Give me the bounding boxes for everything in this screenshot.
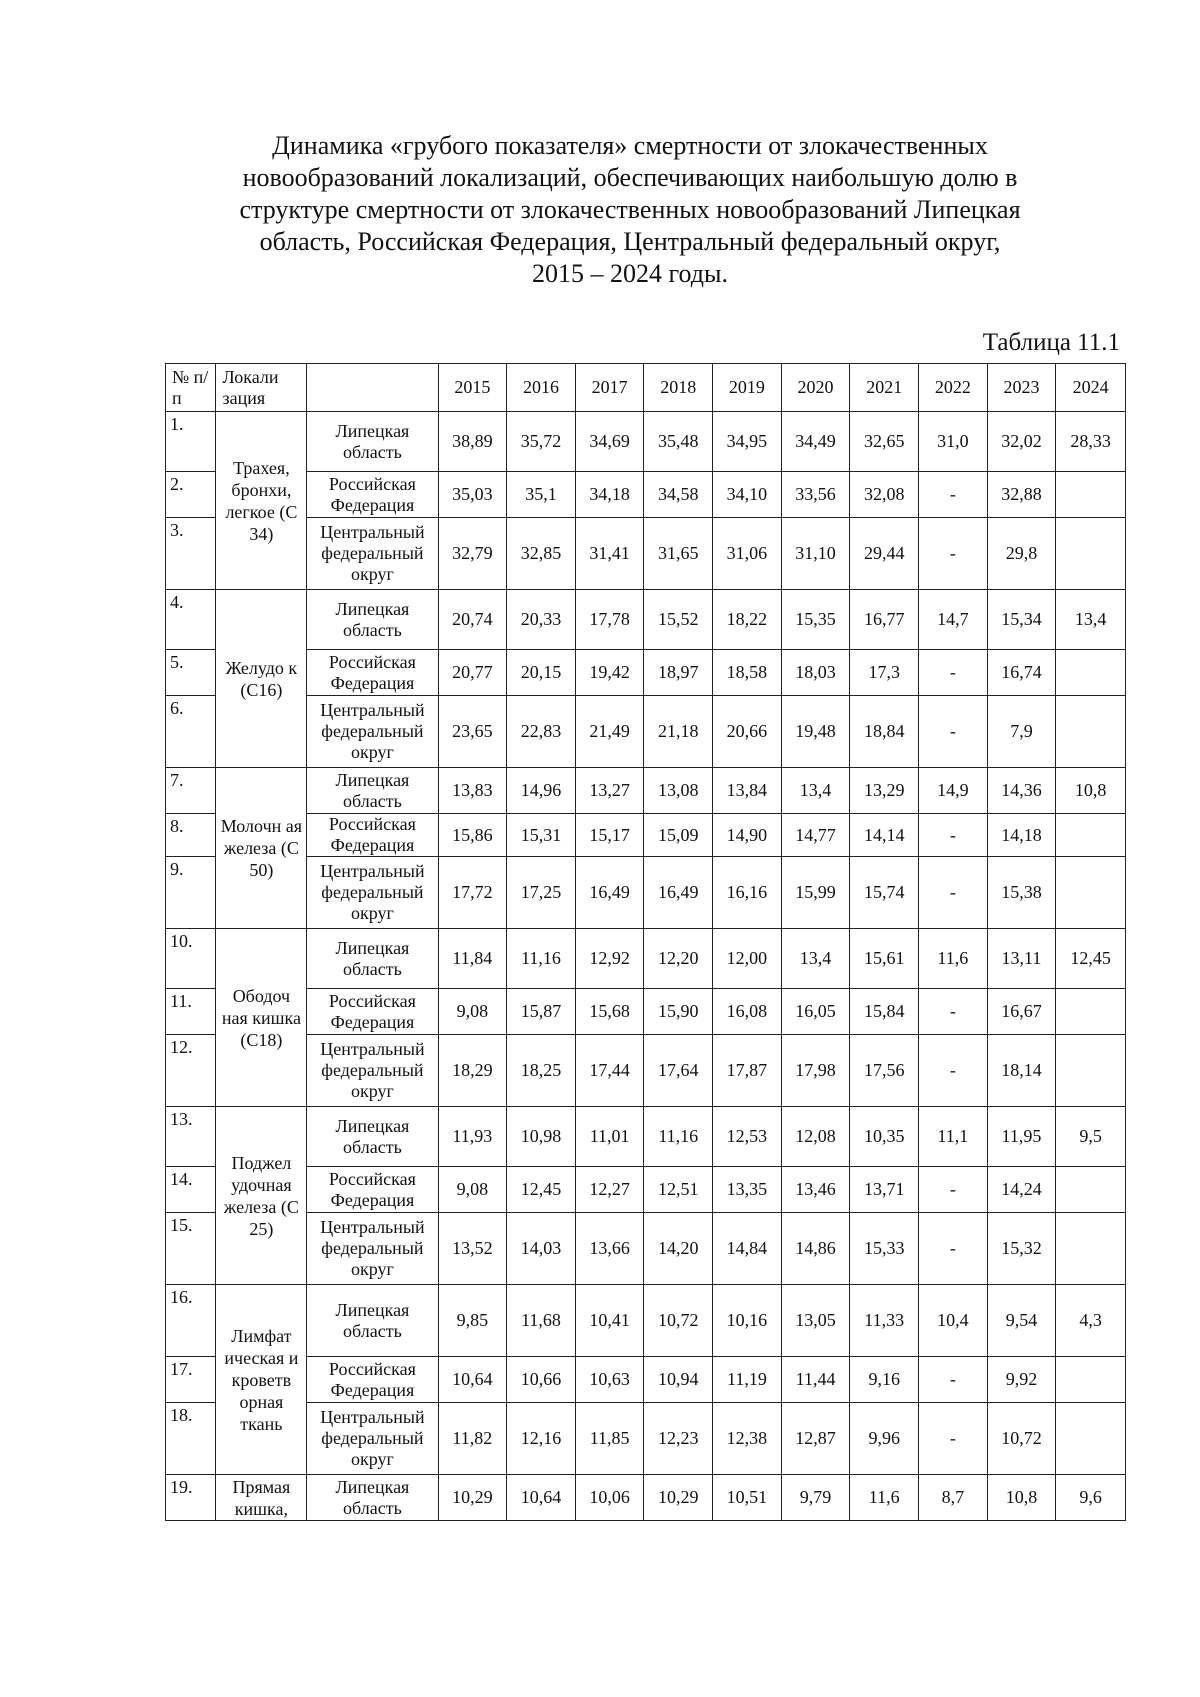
header-year: 2020 <box>781 364 850 412</box>
value-cell: 15,86 <box>438 814 507 857</box>
value-cell: 11,16 <box>507 929 576 989</box>
table-row <box>166 929 1126 989</box>
value-cell: 11,6 <box>919 929 988 989</box>
value-cell: 10,51 <box>713 1475 782 1521</box>
table-row <box>166 696 1126 768</box>
value-cell: 15,52 <box>644 590 713 650</box>
value-cell: 23,65 <box>438 696 507 768</box>
value-cell: 15,90 <box>644 989 713 1035</box>
value-cell: 16,67 <box>987 989 1056 1035</box>
value-cell: 13,66 <box>575 1213 644 1285</box>
value-cell: 29,8 <box>987 518 1056 590</box>
value-cell: 11,95 <box>987 1107 1056 1167</box>
value-cell: 29,44 <box>850 518 919 590</box>
value-cell <box>1056 650 1126 696</box>
value-cell: 9,85 <box>438 1285 507 1357</box>
table-row <box>166 814 1126 857</box>
value-cell <box>1056 518 1126 590</box>
row-number: 5. <box>166 650 216 696</box>
value-cell: 17,3 <box>850 650 919 696</box>
value-cell: 10,06 <box>575 1475 644 1521</box>
row-number: 19. <box>166 1475 216 1521</box>
value-cell: 9,79 <box>781 1475 850 1521</box>
value-cell: 32,08 <box>850 472 919 518</box>
value-cell: 13,4 <box>1056 590 1126 650</box>
value-cell <box>1056 1167 1126 1213</box>
value-cell: 14,14 <box>850 814 919 857</box>
table-row <box>166 590 1126 650</box>
value-cell: 13,29 <box>850 768 919 814</box>
region-cell: Центральный федеральный округ <box>307 1403 438 1475</box>
value-cell: 16,49 <box>575 857 644 929</box>
table-body <box>166 412 1126 1521</box>
region-cell: Липецкая область <box>307 590 438 650</box>
value-cell: 12,92 <box>575 929 644 989</box>
localization-cell: Прямая кишка, <box>216 1475 307 1521</box>
value-cell: 18,03 <box>781 650 850 696</box>
value-cell: 14,20 <box>644 1213 713 1285</box>
value-cell: 18,14 <box>987 1035 1056 1107</box>
value-cell: 9,08 <box>438 1167 507 1213</box>
value-cell: 10,98 <box>507 1107 576 1167</box>
localization-cell: Желудо к (С16) <box>216 590 307 768</box>
value-cell: 18,84 <box>850 696 919 768</box>
value-cell: 13,52 <box>438 1213 507 1285</box>
value-cell: 31,10 <box>781 518 850 590</box>
value-cell: 35,1 <box>507 472 576 518</box>
region-cell: Центральный федеральный округ <box>307 518 438 590</box>
table-row <box>166 1107 1126 1167</box>
table-row <box>166 989 1126 1035</box>
value-cell: 17,64 <box>644 1035 713 1107</box>
value-cell: 35,03 <box>438 472 507 518</box>
row-number: 8. <box>166 814 216 857</box>
localization-cell: Лимфат ическая и кроветв орная ткань <box>216 1285 307 1475</box>
title-line-1: Динамика «грубого показателя» смертности от злокачественных <box>272 131 988 160</box>
value-cell: 12,08 <box>781 1107 850 1167</box>
table-row <box>166 1213 1126 1285</box>
mortality-table <box>165 363 1126 1521</box>
value-cell: - <box>919 814 988 857</box>
region-cell: Центральный федеральный округ <box>307 1213 438 1285</box>
value-cell <box>1056 696 1126 768</box>
page-title <box>190 130 1070 290</box>
value-cell: 12,20 <box>644 929 713 989</box>
value-cell: 15,61 <box>850 929 919 989</box>
value-cell: - <box>919 1403 988 1475</box>
header-num: № п/п <box>166 364 216 412</box>
value-cell: - <box>919 1213 988 1285</box>
value-cell: 10,29 <box>644 1475 713 1521</box>
localization-cell: Поджел удочная железа (С 25) <box>216 1107 307 1285</box>
region-cell: Липецкая область <box>307 1285 438 1357</box>
value-cell: 9,6 <box>1056 1475 1126 1521</box>
header-year: 2019 <box>713 364 782 412</box>
value-cell: 10,72 <box>644 1285 713 1357</box>
value-cell <box>1056 989 1126 1035</box>
value-cell: 18,97 <box>644 650 713 696</box>
header-year: 2018 <box>644 364 713 412</box>
value-cell: 13,71 <box>850 1167 919 1213</box>
value-cell: - <box>919 472 988 518</box>
value-cell: 18,58 <box>713 650 782 696</box>
region-cell: Российская Федерация <box>307 472 438 518</box>
value-cell: 10,64 <box>438 1357 507 1403</box>
value-cell: 10,64 <box>507 1475 576 1521</box>
value-cell: 17,87 <box>713 1035 782 1107</box>
value-cell: 12,16 <box>507 1403 576 1475</box>
table-row <box>166 768 1126 814</box>
value-cell: 12,53 <box>713 1107 782 1167</box>
value-cell: 14,77 <box>781 814 850 857</box>
region-cell: Липецкая область <box>307 1475 438 1521</box>
value-cell: 11,85 <box>575 1403 644 1475</box>
value-cell: 12,38 <box>713 1403 782 1475</box>
value-cell: 17,25 <box>507 857 576 929</box>
value-cell: 14,84 <box>713 1213 782 1285</box>
table-row <box>166 1403 1126 1475</box>
value-cell: 20,66 <box>713 696 782 768</box>
row-number: 11. <box>166 989 216 1035</box>
value-cell: 12,27 <box>575 1167 644 1213</box>
value-cell: 8,7 <box>919 1475 988 1521</box>
value-cell: 10,29 <box>438 1475 507 1521</box>
localization-cell: Молочн ая железа (С 50) <box>216 768 307 929</box>
row-number: 2. <box>166 472 216 518</box>
table-row <box>166 1357 1126 1403</box>
value-cell: - <box>919 1035 988 1107</box>
value-cell: 32,79 <box>438 518 507 590</box>
value-cell: 31,0 <box>919 412 988 472</box>
header-localization: Локали зация <box>216 364 307 412</box>
value-cell: 14,03 <box>507 1213 576 1285</box>
value-cell: 22,83 <box>507 696 576 768</box>
value-cell <box>1056 1035 1126 1107</box>
header-region <box>307 364 438 412</box>
value-cell: 15,87 <box>507 989 576 1035</box>
value-cell: 34,10 <box>713 472 782 518</box>
value-cell: - <box>919 1167 988 1213</box>
row-number: 4. <box>166 590 216 650</box>
value-cell: 10,94 <box>644 1357 713 1403</box>
value-cell: 11,82 <box>438 1403 507 1475</box>
row-number: 7. <box>166 768 216 814</box>
value-cell: 16,16 <box>713 857 782 929</box>
table-row <box>166 1285 1126 1357</box>
title-line-5: 2015 – 2024 годы. <box>532 259 728 288</box>
header-year: 2022 <box>919 364 988 412</box>
value-cell: 21,49 <box>575 696 644 768</box>
value-cell: 15,32 <box>987 1213 1056 1285</box>
value-cell: 13,46 <box>781 1167 850 1213</box>
value-cell: 34,95 <box>713 412 782 472</box>
header-year: 2015 <box>438 364 507 412</box>
header-year: 2017 <box>575 364 644 412</box>
value-cell: 10,66 <box>507 1357 576 1403</box>
value-cell: 14,90 <box>713 814 782 857</box>
region-cell: Липецкая область <box>307 412 438 472</box>
value-cell: 15,17 <box>575 814 644 857</box>
value-cell: 31,06 <box>713 518 782 590</box>
row-number: 14. <box>166 1167 216 1213</box>
value-cell: 15,35 <box>781 590 850 650</box>
value-cell: 11,84 <box>438 929 507 989</box>
value-cell: 31,41 <box>575 518 644 590</box>
region-cell: Российская Федерация <box>307 989 438 1035</box>
value-cell: - <box>919 650 988 696</box>
header-year: 2023 <box>987 364 1056 412</box>
localization-cell: Трахея, бронхи, легкое (С 34) <box>216 412 307 590</box>
value-cell: 15,99 <box>781 857 850 929</box>
title-line-3: структуре смертности от злокачественных новообразований Липецкая <box>239 195 1021 224</box>
value-cell: 11,1 <box>919 1107 988 1167</box>
value-cell: 10,41 <box>575 1285 644 1357</box>
value-cell: 14,24 <box>987 1167 1056 1213</box>
value-cell: 10,72 <box>987 1403 1056 1475</box>
value-cell: 20,74 <box>438 590 507 650</box>
value-cell: 13,11 <box>987 929 1056 989</box>
value-cell: 13,4 <box>781 929 850 989</box>
header-year: 2024 <box>1056 364 1126 412</box>
table-row <box>166 1475 1126 1521</box>
value-cell: 13,84 <box>713 768 782 814</box>
value-cell: 17,72 <box>438 857 507 929</box>
row-number: 10. <box>166 929 216 989</box>
title-line-4: область, Российская Федерация, Центральный федеральный округ, <box>259 227 1001 256</box>
value-cell <box>1056 1213 1126 1285</box>
value-cell: 11,6 <box>850 1475 919 1521</box>
value-cell: 11,16 <box>644 1107 713 1167</box>
value-cell: 31,65 <box>644 518 713 590</box>
value-cell: 17,56 <box>850 1035 919 1107</box>
value-cell: 11,33 <box>850 1285 919 1357</box>
value-cell: 35,48 <box>644 412 713 472</box>
table-row <box>166 472 1126 518</box>
value-cell: 10,8 <box>987 1475 1056 1521</box>
value-cell: 15,09 <box>644 814 713 857</box>
region-cell: Российская Федерация <box>307 1357 438 1403</box>
region-cell: Центральный федеральный округ <box>307 696 438 768</box>
value-cell: 35,72 <box>507 412 576 472</box>
value-cell: 13,35 <box>713 1167 782 1213</box>
value-cell: 32,65 <box>850 412 919 472</box>
value-cell: 38,89 <box>438 412 507 472</box>
title-line-2: новообразований локализаций, обеспечивающих наибольшую долю в <box>242 163 1018 192</box>
region-cell: Российская Федерация <box>307 814 438 857</box>
value-cell <box>1056 814 1126 857</box>
value-cell: 33,56 <box>781 472 850 518</box>
value-cell: 12,45 <box>1056 929 1126 989</box>
row-number: 15. <box>166 1213 216 1285</box>
value-cell: 16,77 <box>850 590 919 650</box>
value-cell: 20,33 <box>507 590 576 650</box>
value-cell: 13,08 <box>644 768 713 814</box>
value-cell: 16,74 <box>987 650 1056 696</box>
value-cell: 21,18 <box>644 696 713 768</box>
value-cell: 10,8 <box>1056 768 1126 814</box>
value-cell: 10,16 <box>713 1285 782 1357</box>
value-cell: 12,45 <box>507 1167 576 1213</box>
value-cell: 34,69 <box>575 412 644 472</box>
value-cell <box>1056 1403 1126 1475</box>
value-cell: 16,49 <box>644 857 713 929</box>
header-year: 2016 <box>507 364 576 412</box>
value-cell: 14,9 <box>919 768 988 814</box>
value-cell: 18,22 <box>713 590 782 650</box>
value-cell: 20,77 <box>438 650 507 696</box>
value-cell: 19,42 <box>575 650 644 696</box>
value-cell: 11,68 <box>507 1285 576 1357</box>
value-cell: 12,00 <box>713 929 782 989</box>
header-year: 2021 <box>850 364 919 412</box>
row-number: 18. <box>166 1403 216 1475</box>
header-row <box>166 364 1126 412</box>
value-cell: 28,33 <box>1056 412 1126 472</box>
value-cell: 11,19 <box>713 1357 782 1403</box>
table-row <box>166 412 1126 472</box>
value-cell: 4,3 <box>1056 1285 1126 1357</box>
value-cell: 15,38 <box>987 857 1056 929</box>
value-cell: 17,98 <box>781 1035 850 1107</box>
value-cell: 19,48 <box>781 696 850 768</box>
value-cell: 15,68 <box>575 989 644 1035</box>
value-cell: 10,63 <box>575 1357 644 1403</box>
region-cell: Липецкая область <box>307 1107 438 1167</box>
row-number: 16. <box>166 1285 216 1357</box>
value-cell: - <box>919 518 988 590</box>
value-cell: 11,01 <box>575 1107 644 1167</box>
value-cell: 12,51 <box>644 1167 713 1213</box>
value-cell: 10,4 <box>919 1285 988 1357</box>
row-number: 1. <box>166 412 216 472</box>
value-cell: 34,18 <box>575 472 644 518</box>
value-cell: 14,36 <box>987 768 1056 814</box>
value-cell: - <box>919 696 988 768</box>
localization-cell: Ободоч ная кишка (С18) <box>216 929 307 1107</box>
value-cell: 9,96 <box>850 1403 919 1475</box>
region-cell: Липецкая область <box>307 768 438 814</box>
value-cell: 9,5 <box>1056 1107 1126 1167</box>
region-cell: Липецкая область <box>307 929 438 989</box>
region-cell: Центральный федеральный округ <box>307 857 438 929</box>
value-cell: 11,93 <box>438 1107 507 1167</box>
row-number: 13. <box>166 1107 216 1167</box>
value-cell: 14,7 <box>919 590 988 650</box>
value-cell: 15,34 <box>987 590 1056 650</box>
value-cell: 17,78 <box>575 590 644 650</box>
table-row <box>166 518 1126 590</box>
row-number: 9. <box>166 857 216 929</box>
value-cell <box>1056 472 1126 518</box>
value-cell: - <box>919 989 988 1035</box>
value-cell: 15,74 <box>850 857 919 929</box>
value-cell: 13,83 <box>438 768 507 814</box>
value-cell: 16,08 <box>713 989 782 1035</box>
value-cell: 32,88 <box>987 472 1056 518</box>
value-cell: 14,18 <box>987 814 1056 857</box>
table-caption: Таблица 11.1 <box>982 329 1120 356</box>
value-cell: - <box>919 857 988 929</box>
value-cell: 32,85 <box>507 518 576 590</box>
table-row <box>166 1167 1126 1213</box>
value-cell: 10,35 <box>850 1107 919 1167</box>
value-cell: 34,58 <box>644 472 713 518</box>
row-number: 3. <box>166 518 216 590</box>
value-cell: 12,87 <box>781 1403 850 1475</box>
value-cell: 14,86 <box>781 1213 850 1285</box>
table-row <box>166 857 1126 929</box>
region-cell: Российская Федерация <box>307 1167 438 1213</box>
value-cell: 15,84 <box>850 989 919 1035</box>
row-number: 17. <box>166 1357 216 1403</box>
value-cell: 9,08 <box>438 989 507 1035</box>
value-cell: 34,49 <box>781 412 850 472</box>
value-cell <box>1056 857 1126 929</box>
region-cell: Центральный федеральный округ <box>307 1035 438 1107</box>
value-cell: 11,44 <box>781 1357 850 1403</box>
value-cell: 9,16 <box>850 1357 919 1403</box>
value-cell <box>1056 1357 1126 1403</box>
value-cell: 18,25 <box>507 1035 576 1107</box>
value-cell: 9,54 <box>987 1285 1056 1357</box>
row-number: 12. <box>166 1035 216 1107</box>
value-cell: 12,23 <box>644 1403 713 1475</box>
value-cell: 15,33 <box>850 1213 919 1285</box>
value-cell: - <box>919 1357 988 1403</box>
value-cell: 32,02 <box>987 412 1056 472</box>
value-cell: 17,44 <box>575 1035 644 1107</box>
region-cell: Российская Федерация <box>307 650 438 696</box>
value-cell: 7,9 <box>987 696 1056 768</box>
value-cell: 13,27 <box>575 768 644 814</box>
row-number: 6. <box>166 696 216 768</box>
value-cell: 13,4 <box>781 768 850 814</box>
value-cell: 18,29 <box>438 1035 507 1107</box>
table-row <box>166 650 1126 696</box>
table-row <box>166 1035 1126 1107</box>
value-cell: 9,92 <box>987 1357 1056 1403</box>
value-cell: 13,05 <box>781 1285 850 1357</box>
value-cell: 15,31 <box>507 814 576 857</box>
value-cell: 20,15 <box>507 650 576 696</box>
value-cell: 16,05 <box>781 989 850 1035</box>
value-cell: 14,96 <box>507 768 576 814</box>
